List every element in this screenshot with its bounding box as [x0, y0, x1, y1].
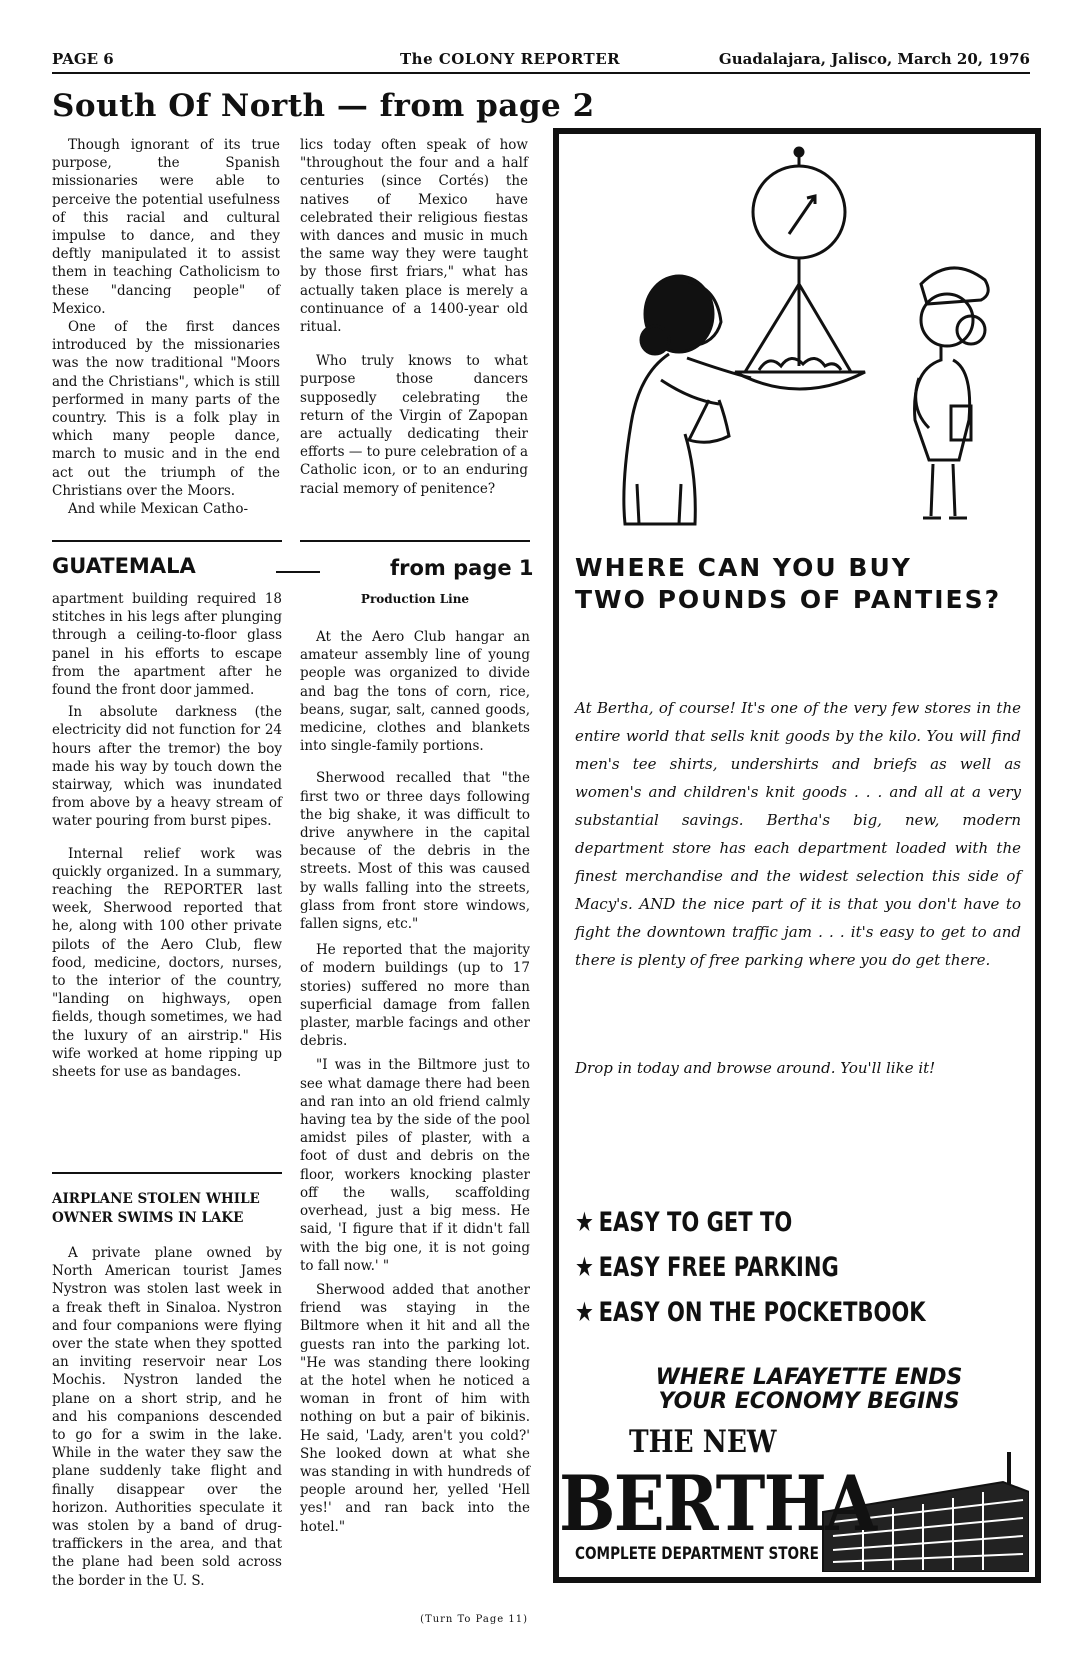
ad-body-text: At Bertha, of course! It's one of the very few stores in the entire world that sells knit goods by the kilo. You will find men's tee shirts, undershirts and briefs as well as women's and children's knit goods . . . and all at a very substantial savings. Bertha's big, new, modern department store has each department loaded with the finest merchandise and the widest selection this side of Macy's. AND the nice part of it is that you don't have to fight the downtown traffic jam . . . it's easy to get to and there is plenty of free parking where you do get there.	[575, 699, 1021, 969]
ad-slogan-line-1: WHERE LAFAYETTE ENDS	[655, 1365, 963, 1390]
paragraph: At the Aero Club hangar an amateur assembly line of young people was organized to divide and bag the tons of corn, rice, beans, sugar, salt, canned goods, medicine, clothes and blankets into single-family portions.	[300, 629, 530, 755]
ad-closing: Drop in today and browse around. You'll like it!	[575, 1059, 936, 1077]
ad-body	[575, 694, 1021, 974]
star-icon: ★	[575, 1207, 594, 1238]
paragraph: He reported that the majority of modern buildings (up to 17 stories) suffered no more than superficial damage from fallen plaster, marble facings and other debris.	[300, 942, 530, 1050]
ad-bullet-text: EASY FREE PARKING	[598, 1252, 839, 1283]
guatemala-from-page: from page 1	[390, 556, 534, 580]
ad-bullet-text: EASY TO GET TO	[598, 1207, 793, 1238]
ad-bullet-text: EASY ON THE POCKETBOOK	[598, 1297, 926, 1328]
paragraph: Who truly knows to what purpose those dancers supposedly celebrating the return of the Virgin of Zapopan are actually dedicating their efforts — to pure celebration of a Catholic icon, or to an enduring racial memory of penitence?	[300, 353, 528, 497]
ad-headline-line-1: WHERE CAN YOU BUY	[575, 553, 912, 582]
paragraph: A private plane owned by North American tourist James Nystron was stolen last week in a freak theft in Sinaloa. Nystron and four companions were flying over the state when they spotted an inviting reservoir near Los Mochis. Nystron landed the plane on a short strip, and he and his companions descended to go for a swim in the lake. While in the water they saw the plane suddenly take flight and finally disappear over the horizon. Authorities speculate it was stolen by a band of drug-traffickers in the area, and that the plane had been sold across the border in the U. S.	[52, 1245, 282, 1589]
section-divider	[300, 540, 530, 542]
south-story-column-2	[300, 136, 528, 498]
paragraph: "I was in the Biltmore just to see what damage there had been and ran into an old friend calmly having tea by the side of the pool amidst piles of plaster, with a foot of dust and debris on the floor, workers knocking plaster off the walls, scaffolding overhead, just a big mess. He said, 'I figure that if it didn't fall with the big one, it is not going to fall now.' "	[300, 1057, 530, 1274]
airplane-story-headline: AIRPLANE STOLEN WHILE OWNER SWIMS IN LAKE	[52, 1191, 260, 1226]
ad-headline	[575, 552, 1025, 616]
dateline: Guadalajara, Jalisco, March 20, 1976	[718, 50, 1030, 68]
guatemala-column-1	[52, 590, 282, 1081]
turn-to-page-note: (Turn To Page 11)	[420, 1614, 528, 1625]
ad-bullet-list	[575, 1200, 1015, 1335]
south-story-column-1	[52, 136, 280, 518]
ad-bullet	[575, 1245, 918, 1290]
guatemala-column-2	[300, 628, 530, 1536]
story-divider	[52, 1172, 282, 1174]
title-dash	[276, 571, 320, 573]
scale-illustration	[569, 144, 1025, 544]
section-divider	[52, 540, 282, 542]
ad-store-tagline: COMPLETE DEPARTMENT STORE	[575, 1544, 819, 1564]
paragraph: In absolute darkness (the electricity did not function for 24 hours after the tremor) the boy made his way by touch down the stairway, which was inundated from above by a heavy stream of water pouring from burst pipes.	[52, 704, 282, 830]
paragraph: Internal relief work was quickly organized. In a summary, reaching the REPORTER last week, Sherwood reported that he, along with 100 other private pilots of the Aero Club, flew food, medicine, doctors, nurses, to the interior of the country, "landing on highways, open fields, though sometimes, we had the luxury of an airstrip." His wife worked at home ripping up sheets for use as bandages.	[52, 845, 282, 1081]
paper-name: The COLONY REPORTER	[400, 50, 621, 68]
ad-headline-line-2: TWO POUNDS OF PANTIES?	[575, 585, 1002, 614]
paragraph: Though ignorant of its true purpose, the Spanish missionaries were able to perceive the potential usefulness of this racial and cultural impulse to dance, and they deftly manipulated it to assist them in teaching Catholicism to these "dancing people" of Mexico.	[52, 137, 280, 317]
ad-the-new: THE NEW	[629, 1424, 777, 1460]
ad-slogan-line-2: YOUR ECONOMY BEGINS	[658, 1389, 960, 1414]
masthead-rule	[52, 72, 1030, 74]
paragraph: apartment building required 18 stitches in his legs after plunging through a ceiling-to-floor glass panel in his efforts to escape from the apartment after he found the front door jammed.	[52, 591, 282, 699]
guatemala-section-title: GUATEMALA	[52, 554, 196, 578]
south-story-headline: South Of North — from page 2	[52, 88, 595, 124]
masthead	[52, 44, 1030, 74]
paragraph: One of the first dances introduced by the missionaries was the now traditional "Moors and the Christians", which is still performed in many parts of the country. This is a folk play in which many people dance, march to music and in the end act out the triumph of the Christians over the Moors.	[52, 319, 280, 499]
page-number: PAGE 6	[52, 50, 114, 68]
paragraph: lics today often speak of how "throughout the four and a half centuries (since Cortés) the natives of Mexico have celebrated their religious fiestas with dances and music in much the same way they were taught by those first friars," what has actually taken place is merely a continuance of a 1400-year old ritual.	[300, 137, 528, 336]
paragraph: And while Mexican Catho-	[68, 501, 249, 518]
star-icon: ★	[575, 1252, 594, 1283]
paragraph: Sherwood recalled that "the first two or three days following the big shake, it was difficult to drive anywhere in the capital because of the debris in the streets. Most of this was caused by walls falling into the streets, glass from front store windows, fallen signs, etc."	[300, 770, 530, 933]
production-line-subhead: Production Line	[360, 592, 470, 606]
ad-bullet	[575, 1200, 918, 1245]
ad-bullet	[575, 1290, 926, 1335]
airplane-story-body	[52, 1244, 282, 1590]
star-icon: ★	[575, 1297, 594, 1328]
bertha-advertisement	[553, 128, 1041, 1583]
ad-slogan	[609, 1366, 1009, 1414]
ad-store-name: BERTHA	[559, 1459, 876, 1548]
paragraph: Sherwood added that another friend was staying in the Biltmore when it hit and all the guests ran into the parking lot. "He was standing there looking at the hotel when he noticed a woman in front of him with nothing on but a pair of bikinis. He said, 'Lady, aren't you cold?' She looked down at what she was standing in with hundreds of people around her, yelled 'Hell yes!' and ran back into the hotel."	[300, 1281, 530, 1535]
